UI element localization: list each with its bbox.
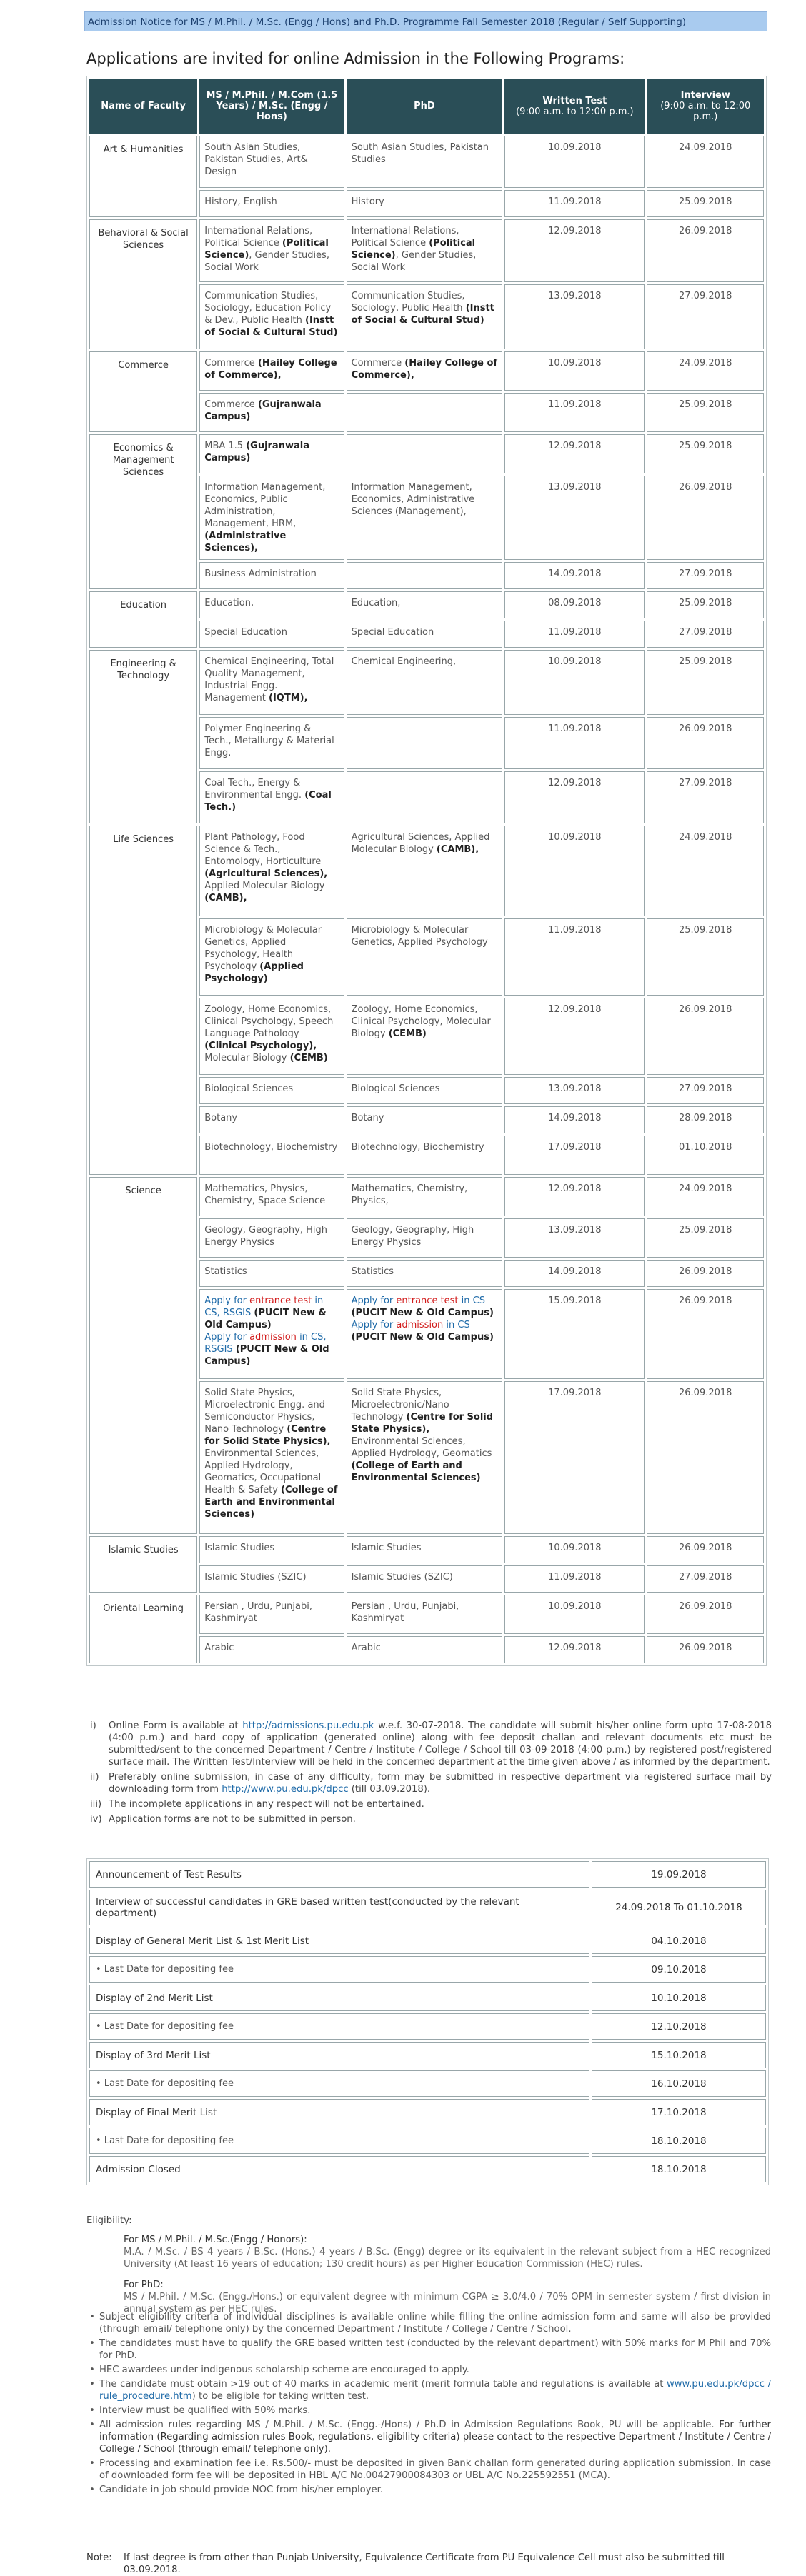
table-row bbox=[89, 826, 764, 916]
note-item bbox=[86, 1813, 772, 1825]
ms-dept: (Applied Psychology) bbox=[204, 961, 304, 984]
phd-text: Communication Studies, Sociology, Public Health bbox=[351, 291, 466, 314]
schedule-label: Display of Final Merit List bbox=[89, 2099, 589, 2125]
note-text: Application forms are not to be submitted in person. bbox=[109, 1814, 356, 1825]
ms-text: International Relations, Political Science bbox=[204, 226, 313, 249]
test-date-cell: 10.09.2018 bbox=[504, 1595, 645, 1634]
interview-date-cell: 01.10.2018 bbox=[647, 1136, 764, 1175]
ms-cell: South Asian Studies, Pakistan Studies, Art& Design bbox=[199, 136, 344, 188]
ms-cell bbox=[199, 219, 344, 282]
apply-text: in CS, RSGIS bbox=[204, 1295, 324, 1318]
test-date-cell: 13.09.2018 bbox=[504, 1218, 645, 1258]
faculty-cell: Science bbox=[89, 1177, 197, 1534]
note-text: The incomplete applications in any respect will not be entertained. bbox=[109, 1799, 424, 1810]
note-text: Online Form is available at bbox=[109, 1720, 243, 1731]
phd-cell bbox=[347, 393, 503, 432]
interview-date-cell: 27.09.2018 bbox=[647, 1565, 764, 1593]
phd-text: Environmental Sciences, Applied Hydrology, Geomatics bbox=[351, 1436, 492, 1459]
phd-cell: Botany bbox=[347, 1106, 503, 1133]
schedule-date: 17.10.2018 bbox=[592, 2099, 766, 2125]
ms-dept: (Political Science) bbox=[204, 238, 329, 261]
pucit-campus: (PUCIT New & Old Campus) bbox=[351, 1308, 494, 1318]
interview-date-cell: 26.09.2018 bbox=[647, 1289, 764, 1379]
faculty-cell: Commerce bbox=[89, 351, 197, 432]
ms-cell bbox=[199, 650, 344, 715]
phd-cell bbox=[347, 826, 503, 916]
ms-dept: (Administrative Sciences), bbox=[204, 531, 287, 553]
interview-date-cell: 24.09.2018 bbox=[647, 826, 764, 916]
apply-text: Apply for bbox=[351, 1295, 397, 1306]
schedule-label: Display of General Merit List & 1st Merit List bbox=[89, 1928, 589, 1954]
test-date-cell: 14.09.2018 bbox=[504, 562, 645, 589]
phd-cell bbox=[347, 284, 503, 349]
phd-eligibility bbox=[86, 2279, 771, 2315]
interview-date-cell: 26.09.2018 bbox=[647, 219, 764, 282]
ms-cell bbox=[199, 998, 344, 1075]
table-row bbox=[89, 136, 764, 188]
schedule-date: 09.10.2018 bbox=[592, 1956, 766, 1983]
table-row bbox=[89, 1536, 764, 1563]
note-number: iii) bbox=[90, 1799, 102, 1810]
ms-dept: (CAMB), bbox=[204, 893, 247, 903]
ms-cell bbox=[199, 1381, 344, 1534]
interview-date-cell: 25.09.2018 bbox=[647, 434, 764, 473]
list-item: • The candidates must have to qualify the GRE based written test (conducted by the relevant department) with 50% marks for M Phil and 70% for PhD. bbox=[86, 2337, 771, 2362]
faculty-cell: Education bbox=[89, 591, 197, 648]
faculty-cell: Life Sciences bbox=[89, 826, 197, 1175]
phd-dept: (Hailey College of Commerce), bbox=[351, 358, 498, 381]
schedule-row bbox=[89, 2042, 766, 2068]
note-label: Note: bbox=[86, 2552, 112, 2563]
note-item bbox=[86, 1798, 772, 1810]
list-text: The candidate must obtain >19 out of 40 marks in academic merit (merit formula table and regulations is available at bbox=[99, 2379, 667, 2390]
ms-cell: Islamic Studies bbox=[199, 1536, 344, 1563]
interview-date-cell: 25.09.2018 bbox=[647, 918, 764, 996]
ms-eligibility-heading: For MS / M.Phil. / M.Sc.(Engg / Honors): bbox=[124, 2235, 307, 2245]
admissions-link[interactable]: http://admissions.pu.edu.pk bbox=[242, 1720, 374, 1731]
schedule-date: 15.10.2018 bbox=[592, 2042, 766, 2068]
ms-cell: Special Education bbox=[199, 621, 344, 648]
test-date-cell: 10.09.2018 bbox=[504, 351, 645, 391]
phd-cell: South Asian Studies, Pakistan Studies bbox=[347, 136, 503, 188]
phd-text: Agricultural Sciences, Applied Molecular Biology bbox=[351, 832, 490, 855]
schedule-date: 04.10.2018 bbox=[592, 1928, 766, 1954]
test-date-cell: 13.09.2018 bbox=[504, 476, 645, 560]
schedule-label: • Last Date for depositing fee bbox=[89, 2128, 589, 2154]
ms-text: Microbiology & Molecular Genetics, Applied Psychology, Health Psychology bbox=[204, 925, 322, 972]
ms-cell: Botany bbox=[199, 1106, 344, 1133]
list-item bbox=[86, 2378, 771, 2402]
schedule-row bbox=[89, 2099, 766, 2125]
phd-text: International Relations, Political Science bbox=[351, 226, 459, 249]
pucit-campus: (PUCIT New & Old Campus) bbox=[204, 1344, 329, 1367]
interview-date-cell: 24.09.2018 bbox=[647, 351, 764, 391]
entrance-test-link[interactable]: entrance test bbox=[396, 1295, 459, 1306]
test-date-cell: 11.09.2018 bbox=[504, 717, 645, 769]
schedule-row bbox=[89, 2128, 766, 2154]
table-row bbox=[89, 650, 764, 715]
list-item bbox=[86, 2419, 771, 2455]
phd-cell bbox=[347, 351, 503, 391]
list-item: • Processing and examination fee i.e. Rs.500/- must be deposited in given Bank challan form generated during application submission. In case of downloaded form fee will be deposited in HBL A/C No.00427900084303 or UBL A/C No.225592551 (MCA). bbox=[86, 2457, 771, 2482]
ms-dept: (IQTM), bbox=[269, 693, 308, 703]
ms-cell: Education, bbox=[199, 591, 344, 618]
header-faculty: Name of Faculty bbox=[89, 79, 197, 134]
header-test bbox=[504, 79, 645, 134]
header-interview bbox=[647, 79, 764, 134]
phd-dept: (College of Earth and Environmental Sciences) bbox=[351, 1460, 481, 1483]
ms-dept: (Coal Tech.) bbox=[204, 790, 332, 813]
ms-dept: (Gujranwala Campus) bbox=[204, 399, 322, 422]
schedule-row bbox=[89, 1861, 766, 1888]
ms-cell: Arabic bbox=[199, 1636, 344, 1663]
note-text: If last degree is from other than Punjab University, Equivalence Certificate from PU Equivalence Cell must also be submitted till 03.09.2018. bbox=[124, 2552, 725, 2575]
eligibility-title: Eligibility: bbox=[86, 2215, 132, 2226]
phd-cell: History bbox=[347, 190, 503, 217]
ms-text: Communication Studies, Sociology, Education Policy & Dev., Public Health bbox=[204, 291, 332, 326]
ms-text: Chemical Engineering, Total Quality Management, Industrial Engg. Management bbox=[204, 656, 334, 703]
phd-dept: (CEMB) bbox=[388, 1028, 427, 1039]
pucit-campus: (PUCIT New & Old Campus) bbox=[351, 1332, 494, 1343]
ms-cell: Biotechnology, Biochemistry bbox=[199, 1136, 344, 1175]
ms-text: Commerce bbox=[204, 399, 258, 410]
test-date-cell: 11.09.2018 bbox=[504, 621, 645, 648]
schedule-label: Display of 3rd Merit List bbox=[89, 2042, 589, 2068]
table-row bbox=[89, 434, 764, 473]
faculty-cell: Art & Humanities bbox=[89, 136, 197, 217]
ms-cell: Biological Sciences bbox=[199, 1077, 344, 1104]
ms-text: Information Management, Economics, Public Administration, Management, HRM, bbox=[204, 482, 326, 529]
phd-text: , Gender Studies, Social Work bbox=[351, 250, 477, 273]
test-date-cell: 12.09.2018 bbox=[504, 434, 645, 473]
schedule-label: Display of 2nd Merit List bbox=[89, 1985, 589, 2011]
note-number: iv) bbox=[90, 1814, 102, 1825]
schedule-label: Announcement of Test Results bbox=[89, 1861, 589, 1888]
table-row bbox=[89, 219, 764, 282]
test-date-cell: 11.09.2018 bbox=[504, 1565, 645, 1593]
note-text: (till 03.09.2018). bbox=[348, 1784, 431, 1795]
ms-cell bbox=[199, 393, 344, 432]
phd-dept: (CAMB), bbox=[436, 844, 479, 855]
merit-formula-link[interactable]: www.pu.edu.pk/dpcc / rule_procedure.htm bbox=[99, 2379, 772, 2402]
ms-dept: (Agricultural Sciences), bbox=[204, 868, 328, 879]
ms-cell bbox=[199, 434, 344, 473]
schedule-label: • Last Date for depositing fee bbox=[89, 1956, 589, 1983]
note-text: Preferably online submission, in case of any difficulty, form may be submitted in respective department via registered surface mail by downloading form from bbox=[109, 1772, 772, 1795]
phd-cell bbox=[347, 434, 503, 473]
table-row bbox=[89, 351, 764, 391]
ms-dept: (College of Earth and Environmental Sciences) bbox=[204, 1485, 338, 1520]
ms-dept: (Gujranwala Campus) bbox=[204, 441, 309, 463]
phd-dept: (Political Science) bbox=[351, 238, 476, 261]
list-text: For further information (Regarding admission rules Book, regulations, eligibility criteria) please contact to the respective Department / Institute / Centre / College / School (through email/ telephone only). bbox=[99, 2420, 771, 2455]
schedule-date: 18.10.2018 bbox=[592, 2156, 766, 2182]
phd-cell bbox=[347, 562, 503, 589]
interview-date-cell: 25.09.2018 bbox=[647, 393, 764, 432]
apply-text: in CS bbox=[443, 1320, 470, 1330]
list-item: • Interview must be qualified with 50% marks. bbox=[86, 2405, 771, 2417]
phd-cell: Mathematics, Chemistry, Physics, bbox=[347, 1177, 503, 1216]
ms-cell: Statistics bbox=[199, 1260, 344, 1287]
test-date-cell: 10.09.2018 bbox=[504, 650, 645, 715]
schedule-row bbox=[89, 1985, 766, 2011]
test-date-cell: 15.09.2018 bbox=[504, 1289, 645, 1379]
interview-date-cell: 25.09.2018 bbox=[647, 190, 764, 217]
ms-text: MBA 1.5 bbox=[204, 441, 247, 451]
phd-text: Commerce bbox=[351, 358, 405, 369]
note-number: ii) bbox=[90, 1772, 99, 1783]
ms-cell bbox=[199, 826, 344, 916]
apply-text: in CS bbox=[458, 1295, 485, 1306]
test-date-cell: 12.09.2018 bbox=[504, 1177, 645, 1216]
header-test-label: Written Test bbox=[542, 95, 607, 106]
phd-cell: Education, bbox=[347, 591, 503, 618]
ms-cell: Business Administration bbox=[199, 562, 344, 589]
phd-cell: Microbiology & Molecular Genetics, Applied Psychology bbox=[347, 918, 503, 996]
test-date-cell: 12.09.2018 bbox=[504, 998, 645, 1075]
notes-list bbox=[86, 1720, 772, 1828]
interview-date-cell: 26.09.2018 bbox=[647, 1381, 764, 1534]
entrance-test-link[interactable]: entrance test bbox=[249, 1295, 312, 1306]
phd-text: Solid State Physics, Microelectronic/Nano Technology bbox=[351, 1388, 449, 1423]
list-text: All admission rules regarding MS / M.Phil. / M.Sc. (Engg.-/Hons) / Ph.D in Admission Regulations Book, PU will be applicable. bbox=[99, 2420, 720, 2430]
rules-list bbox=[86, 2311, 771, 2498]
ms-text: Plant Pathology, Food Science & Tech., Entomology, Horticulture bbox=[204, 832, 322, 867]
ms-dept: (Clinical Psychology), bbox=[204, 1041, 317, 1051]
test-date-cell: 17.09.2018 bbox=[504, 1136, 645, 1175]
phd-cell: Chemical Engineering, bbox=[347, 650, 503, 715]
ms-eligibility-text: M.A. / M.Sc. / BS 4 years / B.Sc. (Hons.) 4 years / B.Sc. (Engg) degree or its equivalent in the relevant subject from a HEC recognized University (At least 16 years of education; 130 credit hours) as per Higher Education Commission (HEC) rules. bbox=[124, 2247, 771, 2270]
test-date-cell: 13.09.2018 bbox=[504, 284, 645, 349]
phd-cell: Biotechnology, Biochemistry bbox=[347, 1136, 503, 1175]
schedule-label: • Last Date for depositing fee bbox=[89, 2013, 589, 2040]
faculty-cell: Behavioral & Social Sciences bbox=[89, 219, 197, 349]
phd-cell bbox=[347, 219, 503, 282]
header-phd: PhD bbox=[347, 79, 503, 134]
test-date-cell: 10.09.2018 bbox=[504, 1536, 645, 1563]
list-item: • Candidate in job should provide NOC from his/her employer. bbox=[86, 2484, 771, 2496]
programs-table bbox=[86, 76, 767, 1666]
schedule-date: 12.10.2018 bbox=[592, 2013, 766, 2040]
dpcc-link[interactable]: http://www.pu.edu.pk/dpcc bbox=[222, 1784, 349, 1795]
schedule-row bbox=[89, 2013, 766, 2040]
list-item: • Subject eligibility criteria of individual disciplines is available online while filling the online admission form and same will also be provided (through email/ telephone only) by the concerned Department / Institute / College / Centre / School. bbox=[86, 2311, 771, 2335]
apply-text: in CS, RSGIS bbox=[204, 1332, 327, 1355]
admission-link[interactable]: admission bbox=[249, 1332, 297, 1343]
test-date-cell: 12.09.2018 bbox=[504, 771, 645, 823]
phd-eligibility-text: MS / M.Phil. / M.Sc. (Engg./Hons.) or equivalent degree with minimum CGPA ≥ 3.0/4.0 / 70% OPM in semester system / first division in annual system as per HEC rules. bbox=[124, 2292, 771, 2315]
schedule-row bbox=[89, 1928, 766, 1954]
eligibility-section bbox=[86, 2215, 771, 2324]
phd-cell: Biological Sciences bbox=[347, 1077, 503, 1104]
footer-note bbox=[86, 2552, 771, 2576]
note-item bbox=[86, 1771, 772, 1795]
table-row bbox=[89, 1177, 764, 1216]
schedule-row bbox=[89, 2156, 766, 2182]
interview-date-cell: 24.09.2018 bbox=[647, 1177, 764, 1216]
test-date-cell: 08.09.2018 bbox=[504, 591, 645, 618]
phd-dept: (Instt of Social & Cultural Stud) bbox=[351, 303, 494, 326]
phd-cell: Islamic Studies (SZIC) bbox=[347, 1565, 503, 1593]
ms-cell: History, English bbox=[199, 190, 344, 217]
phd-cell bbox=[347, 1381, 503, 1534]
ms-text: , Gender Studies, Social Work bbox=[204, 250, 329, 273]
ms-text: Coal Tech., Energy & Environmental Engg. bbox=[204, 778, 305, 801]
phd-cell bbox=[347, 717, 503, 769]
ms-dept: (CEMB) bbox=[289, 1053, 328, 1063]
schedule-row bbox=[89, 1890, 766, 1925]
interview-date-cell: 26.09.2018 bbox=[647, 1636, 764, 1663]
test-date-cell: 12.09.2018 bbox=[504, 219, 645, 282]
ms-text: Applied Molecular Biology bbox=[204, 881, 325, 891]
interview-date-cell: 28.09.2018 bbox=[647, 1106, 764, 1133]
interview-date-cell: 25.09.2018 bbox=[647, 591, 764, 618]
admission-notice-banner: Admission Notice for MS / M.Phil. / M.Sc. (Engg / Hons) and Ph.D. Programme Fall Semester 2018 (Regular / Self Supporting) bbox=[84, 11, 767, 31]
interview-date-cell: 27.09.2018 bbox=[647, 1077, 764, 1104]
phd-cell: Arabic bbox=[347, 1636, 503, 1663]
faculty-cell: Oriental Learning bbox=[89, 1595, 197, 1663]
schedule-label: Admission Closed bbox=[89, 2156, 589, 2182]
faculty-cell: Islamic Studies bbox=[89, 1536, 197, 1593]
ms-cell bbox=[199, 918, 344, 996]
interview-date-cell: 27.09.2018 bbox=[647, 562, 764, 589]
ms-cell bbox=[199, 284, 344, 349]
apply-text: Apply for bbox=[351, 1320, 397, 1330]
pucit-campus: (PUCIT New & Old Campus) bbox=[204, 1308, 327, 1330]
interview-date-cell: 26.09.2018 bbox=[647, 476, 764, 560]
ms-text: Commerce bbox=[204, 358, 258, 369]
phd-cell: Persian , Urdu, Punjabi, Kashmiryat bbox=[347, 1595, 503, 1634]
test-date-cell: 11.09.2018 bbox=[504, 393, 645, 432]
table-row bbox=[89, 1595, 764, 1634]
interview-date-cell: 26.09.2018 bbox=[647, 717, 764, 769]
interview-date-cell: 26.09.2018 bbox=[647, 1536, 764, 1563]
test-date-cell: 14.09.2018 bbox=[504, 1106, 645, 1133]
ms-cell: Islamic Studies (SZIC) bbox=[199, 1565, 344, 1593]
schedule-row bbox=[89, 2070, 766, 2097]
interview-date-cell: 26.09.2018 bbox=[647, 998, 764, 1075]
apply-text: Apply for bbox=[204, 1295, 250, 1306]
ms-dept: (Centre for Solid State Physics), bbox=[204, 1424, 331, 1447]
interview-date-cell: 27.09.2018 bbox=[647, 284, 764, 349]
schedule-date: 16.10.2018 bbox=[592, 2070, 766, 2097]
ms-dept: (Hailey College of Commerce), bbox=[204, 358, 337, 381]
schedule-date: 24.09.2018 To 01.10.2018 bbox=[592, 1890, 766, 1925]
schedule-label: • Last Date for depositing fee bbox=[89, 2070, 589, 2097]
interview-date-cell: 24.09.2018 bbox=[647, 136, 764, 188]
ms-cell: Polymer Engineering & Tech., Metallurgy & Material Engg. bbox=[199, 717, 344, 769]
faculty-cell: Economics & Management Sciences bbox=[89, 434, 197, 589]
interview-date-cell: 27.09.2018 bbox=[647, 771, 764, 823]
ms-cell: Persian , Urdu, Punjabi, Kashmiryat bbox=[199, 1595, 344, 1634]
header-test-time: (9:00 a.m. to 12:00 p.m.) bbox=[516, 106, 634, 117]
test-date-cell: 13.09.2018 bbox=[504, 1077, 645, 1104]
apply-text: Apply for bbox=[204, 1332, 250, 1343]
interview-date-cell: 25.09.2018 bbox=[647, 650, 764, 715]
ms-cell: Mathematics, Physics, Chemistry, Space Science bbox=[199, 1177, 344, 1216]
schedule-date: 18.10.2018 bbox=[592, 2128, 766, 2154]
header-interview-label: Interview bbox=[680, 90, 730, 101]
interview-date-cell: 25.09.2018 bbox=[647, 1218, 764, 1258]
note-number: i) bbox=[90, 1720, 96, 1731]
ms-cell bbox=[199, 771, 344, 823]
header-interview-time: (9:00 a.m. to 12:00 p.m.) bbox=[660, 101, 751, 122]
test-date-cell: 10.09.2018 bbox=[504, 826, 645, 916]
test-date-cell: 10.09.2018 bbox=[504, 136, 645, 188]
phd-cell: Statistics bbox=[347, 1260, 503, 1287]
schedule-date: 10.10.2018 bbox=[592, 1985, 766, 2011]
faculty-cell: Engineering & Technology bbox=[89, 650, 197, 823]
admission-link[interactable]: admission bbox=[396, 1320, 444, 1330]
phd-text: Zoology, Home Economics, Clinical Psychology, Molecular Biology bbox=[351, 1004, 491, 1039]
ms-text: Solid State Physics, Microelectronic Engg. and Semiconductor Physics, Nano Technology bbox=[204, 1388, 325, 1435]
phd-cell: Information Management, Economics, Administrative Sciences (Management), bbox=[347, 476, 503, 560]
test-date-cell: 11.09.2018 bbox=[504, 190, 645, 217]
ms-text: Zoology, Home Economics, Clinical Psychology, Speech Language Pathology bbox=[204, 1004, 334, 1039]
list-text: ) to be eligible for taking written test. bbox=[191, 2391, 369, 2402]
note-item bbox=[86, 1720, 772, 1768]
page-heading: Applications are invited for online Admission in the Following Programs: bbox=[86, 50, 625, 67]
phd-cell bbox=[347, 771, 503, 823]
interview-date-cell: 27.09.2018 bbox=[647, 621, 764, 648]
list-item: • HEC awardees under indigenous scholarship scheme are encouraged to apply. bbox=[86, 2364, 771, 2376]
test-date-cell: 11.09.2018 bbox=[504, 918, 645, 996]
phd-cell bbox=[347, 1289, 503, 1379]
note-text: w.e.f. 30-07-2018. The candidate will submit his/her online form upto 17-08-2018 (4:00 p.m.) and hard copy of application (generated online) along with fee deposit challan and relevant documents etc must be submitted/sent to the concerned Department / Centre / Institute / College / School till 03-09-2018 (4:00 p.m.) by registered post/registered surface mail. The Written Test/Interview will be held in the concerned department at the time given above / as informed by the department. bbox=[109, 1720, 772, 1768]
phd-cell: Islamic Studies bbox=[347, 1536, 503, 1563]
ms-eligibility bbox=[86, 2234, 771, 2270]
test-date-cell: 17.09.2018 bbox=[504, 1381, 645, 1534]
table-header-row bbox=[89, 79, 764, 134]
phd-cell: Geology, Geography, High Energy Physics bbox=[347, 1218, 503, 1258]
phd-cell bbox=[347, 998, 503, 1075]
schedule-date: 19.09.2018 bbox=[592, 1861, 766, 1888]
interview-date-cell: 26.09.2018 bbox=[647, 1260, 764, 1287]
header-ms: MS / M.Phil. / M.Com (1.5 Years) / M.Sc. (Engg / Hons) bbox=[199, 79, 344, 134]
phd-eligibility-heading: For PhD: bbox=[124, 2280, 164, 2290]
schedule-label: Interview of successful candidates in GRE based written test(conducted by the relevant department) bbox=[89, 1890, 589, 1925]
ms-cell bbox=[199, 351, 344, 391]
schedule-row bbox=[89, 1956, 766, 1983]
test-date-cell: 14.09.2018 bbox=[504, 1260, 645, 1287]
ms-text: Environmental Sciences, Applied Hydrology, Geomatics, Occupational Health & Safety bbox=[204, 1448, 322, 1495]
ms-cell bbox=[199, 476, 344, 560]
phd-cell: Special Education bbox=[347, 621, 503, 648]
phd-dept: (Centre for Solid State Physics), bbox=[351, 1412, 494, 1435]
ms-text: Molecular Biology bbox=[204, 1053, 290, 1063]
ms-dept: (Instt of Social & Cultural Stud) bbox=[204, 315, 338, 338]
test-date-cell: 12.09.2018 bbox=[504, 1636, 645, 1663]
interview-date-cell: 26.09.2018 bbox=[647, 1595, 764, 1634]
table-row bbox=[89, 591, 764, 618]
schedule-table bbox=[86, 1858, 769, 2185]
ms-cell: Geology, Geography, High Energy Physics bbox=[199, 1218, 344, 1258]
ms-cell bbox=[199, 1289, 344, 1379]
